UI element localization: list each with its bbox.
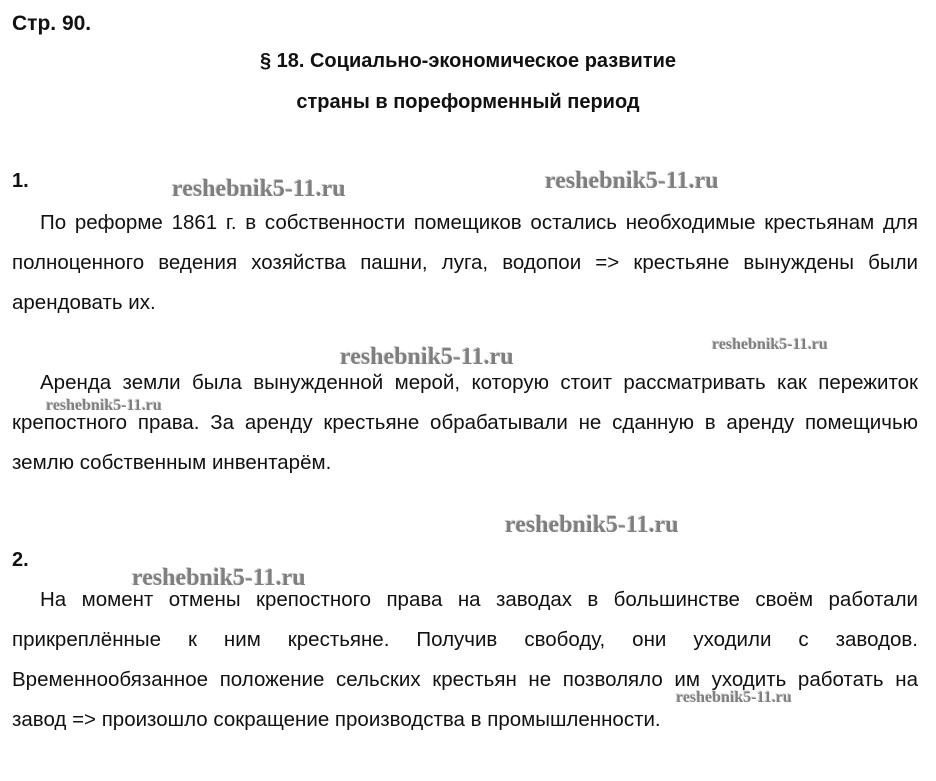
answer-number-2: 2. [12,549,29,571]
answer-2-paragraph-1: На момент отмены крепостного права на заводах в большинстве своём работали прикреплённые к ним крестьяне. Получив свободу, они уходили с заводов. Временнообязанное положение сельских крестьян не позволяло им уходить работать на завод => произошло сокращение производства в промышленности. [12,588,918,731]
watermark: reshebnik5-11.ru [132,565,306,591]
answer-number-1: 1. [12,170,29,192]
watermark: reshebnik5-11.ru [712,336,828,353]
watermark: reshebnik5-11.ru [545,168,719,194]
answer-1-paragraph-2: Аренда земли была вынужденной мерой, которую стоит рассматривать как пережиток крепостного права. За аренду крестьяне обрабатывали не сданную в аренду помещичью землю собственным инвентарём. [12,371,918,474]
watermark: reshebnik5-11.ru [505,512,679,538]
watermark: reshebnik5-11.ru [340,344,514,370]
watermark: reshebnik5-11.ru [172,176,346,202]
page-reference: Стр. 90. [12,12,92,35]
answer-1-paragraph-1: По реформе 1861 г. в собственности помещиков остались необходимые крестьянам для полноценного ведения хозяйства пашни, луга, водопои => крестьяне вынуждены были арендовать их. [12,211,918,314]
watermark: reshebnik5-11.ru [46,397,162,414]
watermark: reshebnik5-11.ru [676,689,792,706]
section-title-line-2: страны в пореформенный период [296,91,640,113]
section-title-line-1: § 18. Социально-экономическое развитие [259,50,677,72]
